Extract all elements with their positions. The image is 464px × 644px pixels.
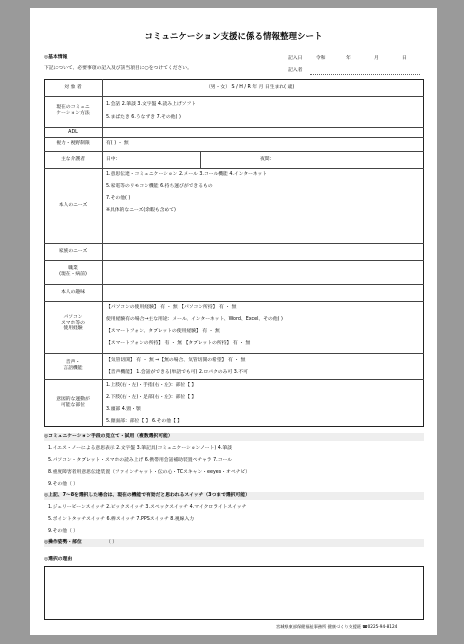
switch-item-2[interactable]: 5.ポイントタッチスイッチ 6.棒スイッチ 7.PPSスイッチ 8.視線入力 xyxy=(48,517,195,522)
means-item-4[interactable]: 9.その他（ ） xyxy=(48,482,79,487)
motion-line-4[interactable]: 5.顔面部：部位【 】 6.その他【 】 xyxy=(106,419,183,424)
voice-label: 音声・ 言語機能 xyxy=(63,360,83,371)
needs-options-3[interactable]: 7.その他( ) xyxy=(106,196,131,201)
posture-heading: ◎操作姿勢・部位 xyxy=(44,540,82,545)
instruction-note: 下記について、必要事項の記入及び該当項目に○をつけてください。 xyxy=(44,66,192,71)
adl-label: ADL xyxy=(68,130,78,135)
day-label: 日 xyxy=(402,56,407,61)
caregiver-night[interactable]: 夜間： xyxy=(260,157,275,162)
footer-contact: 宮城県東部保健福祉事務所 健康づくり支援班 ☎0225-94-8124 xyxy=(276,624,398,629)
writer-line xyxy=(310,74,420,75)
switch-heading: ◎上記、7～8を選択した場合は、現在の機能で有効だと思われるスイッチ（3つまで選択可能） xyxy=(44,493,250,498)
means-item-2[interactable]: 5.パソコン・タブレット・スマホの読み上げ 6.携帯用会話補助装置ペチャラ 7.コール xyxy=(48,458,233,463)
means-heading: ◎コミュニケーション手段の見立て・試用（複数選択可能） xyxy=(44,434,173,439)
basic-info-heading: ◎基本情報 xyxy=(44,55,68,60)
month-label: 月 xyxy=(374,56,379,61)
motion-label: 意図的な運動が 可能な部位 xyxy=(56,397,90,408)
voice-line-1[interactable]: 【気管切開】 有 ・ 無 ⇒【無の場合、気管切開の希望】 有 ・ 無 xyxy=(106,358,246,363)
vision-label: 視力・視野制限 xyxy=(56,141,90,146)
era-label: 令和 xyxy=(316,56,326,61)
needs-options-2[interactable]: 5.家電等のリモコン機能 6.持ち運びができるもの xyxy=(106,184,213,189)
pc-line-2[interactable]: 使用経験有の場合→主な用途：メール、インターネット、Word、Excel、その他( ) xyxy=(106,317,283,322)
motion-line-1[interactable]: 1.上肢(右・左)・手指(右・左)：部位【 】 xyxy=(106,383,197,388)
date-label: 記入日 xyxy=(288,56,303,61)
means-item-3[interactable]: 8.重度障害者用意思伝達装置（ファインチャット・伝の心・TCスキャン・eeyes・オペナビ） xyxy=(48,470,251,475)
motion-line-2[interactable]: 2.下肢(右・左)・足部(右・左)：部位【 】 xyxy=(106,395,197,400)
motion-line-3[interactable]: 3.頭部 4.頸・顎 xyxy=(106,407,141,412)
needs-label: 本人のニーズ xyxy=(58,203,88,208)
method-label: 現在のコミュニ ケーション方法 xyxy=(56,105,90,116)
year-label: 年 xyxy=(346,56,351,61)
needs-options-1[interactable]: 1.意思伝達・コミュニケーション 2.メール 3.コール機能 4.インターネット xyxy=(106,172,268,177)
caregiver-day[interactable]: 日中： xyxy=(106,157,121,162)
switch-item-1[interactable]: 1.ジェリービーンスイッチ 2.ピックスイッチ 3.スペックスイッチ 4.マイクロライトスイッチ xyxy=(48,505,247,510)
method-options-2[interactable]: 5.まばたき 6.うなずき 7.その他( ) xyxy=(106,115,181,120)
reason-heading: ◎選択の理由 xyxy=(44,557,73,562)
posture-value[interactable]: （ ） xyxy=(106,540,118,545)
job-label: 職業 (現在・病前) xyxy=(59,266,87,277)
caregiver-label: 主な介護者 xyxy=(61,157,85,162)
pc-line-3[interactable]: 【スマートフォン、タブレットの使用経験】 有 ・ 無 xyxy=(106,329,220,334)
means-item-1[interactable]: 1.イエス・ノーによる意思表示 2.文字盤 3.筆記具(コミュニケーションノート) 4.筆談 xyxy=(48,446,232,451)
writer-label: 記入者 xyxy=(288,68,303,73)
subject-value[interactable]: （男・女） S / H / R 年 月 日生まれ( 歳) xyxy=(206,85,295,90)
needs-note: ※具体的なニーズ(余暇も含めて) xyxy=(106,208,176,213)
method-options-1[interactable]: 1.会話 2.筆談 3.文字盤 4.読み上げソフト xyxy=(106,102,197,107)
page-title: コミュニケーション支援に係る情報整理シート xyxy=(144,32,323,42)
pc-label: パソコン スマホ等の 使用経験 xyxy=(61,315,85,332)
label-column-divider xyxy=(102,79,103,427)
switch-item-3[interactable]: 9.その他（ ） xyxy=(48,529,79,534)
pc-line-1[interactable]: 【パソコンの使用経験】 有 ・ 無 【パソコン所持】 有 ・ 無 xyxy=(106,305,237,310)
vision-value[interactable]: 有( ) ・ 無 xyxy=(106,141,129,146)
pc-line-4[interactable]: 【スマートフォンの所持】 有 ・ 無 【タブレットの所持】 有 ・ 無 xyxy=(106,341,251,346)
subject-label: 対 象 者 xyxy=(64,85,82,90)
voice-line-2[interactable]: 【音声機能】 1.会話ができる(単語でも可) 2.ロパクのみ可 3.不可 xyxy=(106,370,248,375)
form-page xyxy=(30,8,437,635)
reason-textbox[interactable] xyxy=(44,566,424,620)
family-label: 家族のニーズ xyxy=(58,249,88,254)
hobby-label: 本人の趣味 xyxy=(61,290,85,295)
